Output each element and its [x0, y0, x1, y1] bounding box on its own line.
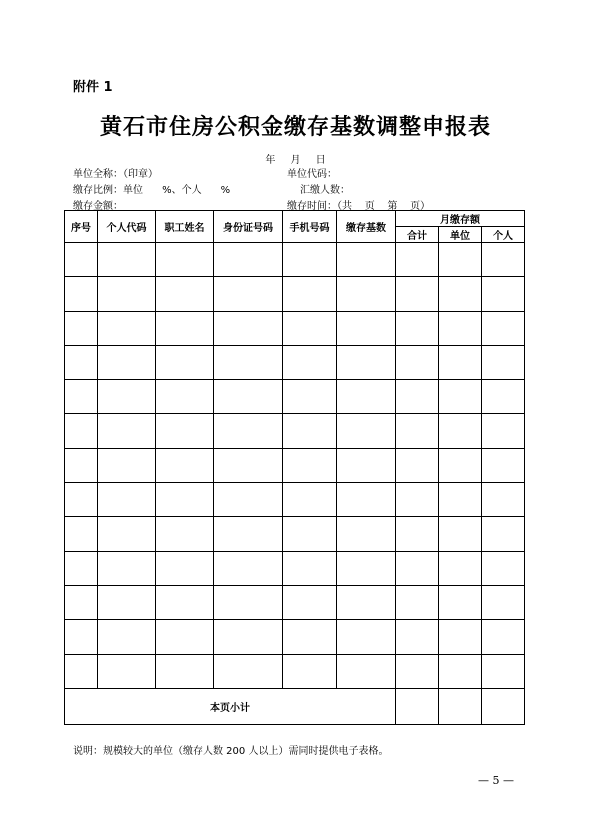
- col-header-employee-name: 职工姓名: [156, 211, 214, 243]
- table-cell[interactable]: [337, 620, 396, 654]
- table-row: [65, 414, 525, 448]
- table-cell[interactable]: [98, 277, 156, 311]
- table-cell[interactable]: [482, 585, 525, 619]
- table-row: [65, 380, 525, 414]
- table-row: [65, 448, 525, 482]
- table-cell[interactable]: [65, 243, 98, 277]
- table-cell[interactable]: [283, 380, 337, 414]
- table-cell[interactable]: [283, 345, 337, 379]
- table-cell[interactable]: [482, 483, 525, 517]
- subtotal-individual-cell[interactable]: [482, 688, 525, 724]
- table-cell[interactable]: [337, 380, 396, 414]
- table-cell[interactable]: [337, 448, 396, 482]
- table-cell[interactable]: [482, 345, 525, 379]
- table-cell[interactable]: [214, 311, 283, 345]
- table-cell[interactable]: [214, 243, 283, 277]
- table-cell[interactable]: [214, 620, 283, 654]
- table-cell[interactable]: [214, 380, 283, 414]
- contribution-period-field: 缴存时间：（共 页 第 页）: [287, 201, 431, 212]
- page-number: — 5 —: [478, 774, 514, 787]
- table-cell[interactable]: [337, 414, 396, 448]
- table-cell[interactable]: [98, 483, 156, 517]
- table-cell[interactable]: [482, 380, 525, 414]
- table-row: [65, 620, 525, 654]
- table-cell[interactable]: [396, 243, 439, 277]
- table-cell[interactable]: [65, 620, 98, 654]
- col-header-monthly-amount: 月缴存额: [396, 211, 525, 227]
- table-cell[interactable]: [65, 551, 98, 585]
- declaration-table: [64, 210, 525, 725]
- table-cell[interactable]: [214, 654, 283, 688]
- table-row: [65, 585, 525, 619]
- table-cell[interactable]: [214, 483, 283, 517]
- table-cell[interactable]: [482, 517, 525, 551]
- contribution-amount-field: 缴存金额：: [73, 201, 123, 212]
- table-cell[interactable]: [283, 311, 337, 345]
- table-cell[interactable]: [482, 551, 525, 585]
- col-header-unit: 单位: [439, 227, 482, 243]
- table-cell[interactable]: [337, 551, 396, 585]
- table-cell[interactable]: [396, 551, 439, 585]
- table-cell[interactable]: [337, 243, 396, 277]
- table-cell[interactable]: [396, 585, 439, 619]
- table-row: [65, 311, 525, 345]
- table-row: [65, 551, 525, 585]
- table-cell[interactable]: [156, 620, 214, 654]
- table-cell[interactable]: [283, 551, 337, 585]
- table-cell[interactable]: [98, 448, 156, 482]
- table-cell[interactable]: [337, 277, 396, 311]
- date-line: 年 月 日: [265, 155, 326, 166]
- table-cell[interactable]: [156, 380, 214, 414]
- table-cell[interactable]: [98, 380, 156, 414]
- table-cell[interactable]: [337, 311, 396, 345]
- table-cell[interactable]: [65, 311, 98, 345]
- table-cell[interactable]: [283, 483, 337, 517]
- unit-name-field: 单位全称：（印章）: [73, 169, 158, 180]
- table-cell[interactable]: [439, 414, 482, 448]
- table-cell[interactable]: [396, 345, 439, 379]
- table-cell[interactable]: [337, 483, 396, 517]
- table-cell[interactable]: [156, 483, 214, 517]
- table-row: [65, 654, 525, 688]
- table-cell[interactable]: [156, 448, 214, 482]
- table-cell[interactable]: [439, 311, 482, 345]
- table-cell[interactable]: [396, 414, 439, 448]
- table-cell[interactable]: [482, 277, 525, 311]
- table-cell[interactable]: [396, 654, 439, 688]
- table-cell[interactable]: [65, 414, 98, 448]
- table-cell[interactable]: [214, 585, 283, 619]
- table-cell[interactable]: [283, 414, 337, 448]
- table-cell[interactable]: [214, 277, 283, 311]
- table-cell[interactable]: [156, 243, 214, 277]
- table-cell[interactable]: [439, 483, 482, 517]
- table-cell[interactable]: [396, 620, 439, 654]
- table-cell[interactable]: [396, 277, 439, 311]
- table-cell[interactable]: [283, 448, 337, 482]
- table-cell[interactable]: [283, 517, 337, 551]
- table-cell[interactable]: [439, 277, 482, 311]
- table-cell[interactable]: [439, 380, 482, 414]
- table-cell[interactable]: [156, 585, 214, 619]
- table-cell[interactable]: [283, 620, 337, 654]
- table-row: [65, 517, 525, 551]
- payer-count-field: 汇缴人数：: [300, 185, 350, 196]
- contribution-ratio-field: 缴存比例：单位 %、个人 %: [73, 185, 231, 196]
- table-cell[interactable]: [214, 517, 283, 551]
- table-cell[interactable]: [98, 620, 156, 654]
- unit-code-field: 单位代码：: [287, 169, 337, 180]
- table-cell[interactable]: [65, 517, 98, 551]
- table-cell[interactable]: [439, 243, 482, 277]
- table-cell[interactable]: [214, 448, 283, 482]
- subtotal-unit-cell[interactable]: [439, 688, 482, 724]
- table-cell[interactable]: [396, 517, 439, 551]
- table-cell[interactable]: [156, 311, 214, 345]
- table-cell[interactable]: [65, 380, 98, 414]
- table-cell[interactable]: [156, 517, 214, 551]
- table-cell[interactable]: [214, 551, 283, 585]
- table-cell[interactable]: [98, 243, 156, 277]
- table-cell[interactable]: [65, 585, 98, 619]
- table-cell[interactable]: [214, 414, 283, 448]
- subtotal-label: 本页小计: [65, 688, 396, 724]
- attachment-label: 附件 1: [73, 80, 113, 95]
- table-cell[interactable]: [214, 345, 283, 379]
- footnote: 说明：规模较大的单位（缴存人数 200 人以上）需同时提供电子表格。: [73, 746, 389, 757]
- table-cell[interactable]: [156, 345, 214, 379]
- table-cell[interactable]: [337, 585, 396, 619]
- table-cell[interactable]: [156, 654, 214, 688]
- col-header-total: 合计: [396, 227, 439, 243]
- table-cell[interactable]: [482, 243, 525, 277]
- table-cell[interactable]: [482, 414, 525, 448]
- table-cell[interactable]: [482, 311, 525, 345]
- table-cell[interactable]: [396, 448, 439, 482]
- table-cell[interactable]: [396, 311, 439, 345]
- table-row: [65, 345, 525, 379]
- table-cell[interactable]: [98, 345, 156, 379]
- table-cell[interactable]: [98, 585, 156, 619]
- table-cell[interactable]: [283, 654, 337, 688]
- table-cell[interactable]: [337, 654, 396, 688]
- col-header-seq: 序号: [65, 211, 98, 243]
- table-cell[interactable]: [439, 551, 482, 585]
- table-cell[interactable]: [439, 654, 482, 688]
- table-cell[interactable]: [65, 277, 98, 311]
- table-cell[interactable]: [156, 414, 214, 448]
- col-header-phone: 手机号码: [283, 211, 337, 243]
- table-cell[interactable]: [337, 517, 396, 551]
- col-header-id-number: 身份证号码: [214, 211, 283, 243]
- subtotal-row: [65, 688, 525, 724]
- table-cell[interactable]: [439, 620, 482, 654]
- subtotal-total-cell[interactable]: [396, 688, 439, 724]
- table-cell[interactable]: [98, 517, 156, 551]
- table-cell[interactable]: [65, 448, 98, 482]
- table-cell[interactable]: [439, 517, 482, 551]
- table-cell[interactable]: [439, 345, 482, 379]
- table-cell[interactable]: [98, 654, 156, 688]
- table-cell[interactable]: [396, 380, 439, 414]
- table-cell[interactable]: [482, 654, 525, 688]
- table-cell[interactable]: [283, 243, 337, 277]
- table-cell[interactable]: [65, 345, 98, 379]
- page-title: 黄石市住房公积金缴存基数调整申报表: [99, 114, 491, 140]
- col-header-base: 缴存基数: [337, 211, 396, 243]
- table-cell[interactable]: [65, 654, 98, 688]
- table-row: [65, 243, 525, 277]
- table-cell[interactable]: [482, 620, 525, 654]
- table-row: [65, 483, 525, 517]
- table-cell[interactable]: [439, 448, 482, 482]
- table-cell[interactable]: [396, 483, 439, 517]
- table-cell[interactable]: [439, 585, 482, 619]
- table-cell[interactable]: [283, 277, 337, 311]
- table-cell[interactable]: [283, 585, 337, 619]
- table-cell[interactable]: [482, 448, 525, 482]
- table-cell[interactable]: [98, 311, 156, 345]
- col-header-personal-code: 个人代码: [98, 211, 156, 243]
- table-row: [65, 277, 525, 311]
- table-cell[interactable]: [98, 551, 156, 585]
- col-header-individual: 个人: [482, 227, 525, 243]
- table-cell[interactable]: [98, 414, 156, 448]
- table-cell[interactable]: [156, 551, 214, 585]
- table-cell[interactable]: [337, 345, 396, 379]
- table-cell[interactable]: [156, 277, 214, 311]
- table-cell[interactable]: [65, 483, 98, 517]
